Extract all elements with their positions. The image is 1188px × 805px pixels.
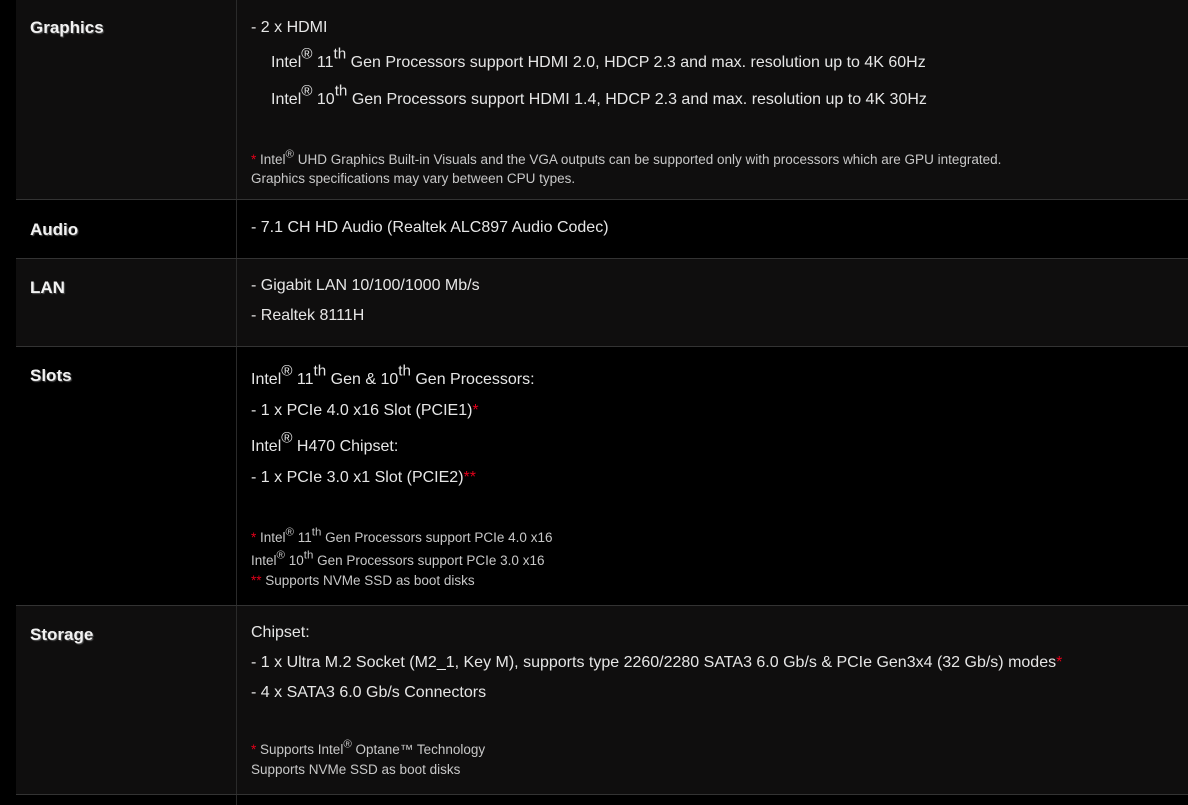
spec-line: - Realtek 8111H bbox=[251, 307, 365, 324]
spec-footnote: Supports NVMe SSD as boot disks bbox=[251, 762, 461, 777]
spec-line: - Gigabit LAN 10/100/1000 Mb/s bbox=[251, 277, 480, 294]
spec-footnote: Graphics specifications may vary between CPU types. bbox=[251, 171, 576, 186]
spec-label-storage: Storage bbox=[30, 625, 94, 644]
spec-label-slots: Slots bbox=[30, 366, 72, 385]
spec-row-storage bbox=[16, 606, 1188, 795]
spec-label-cell bbox=[16, 259, 237, 346]
spec-line: - 2 x HDMI bbox=[251, 19, 328, 36]
spec-line: - 4 x SATA3 6.0 Gb/s Connectors bbox=[251, 684, 487, 701]
spec-footnote: Intel® 10th Gen Processors support PCIe 3.0 x16 bbox=[251, 549, 545, 568]
spec-line: Intel® 11th Gen Processors support HDMI 2.0, HDCP 2.3 and max. resolution up to 4K 60Hz bbox=[271, 45, 926, 71]
spec-footnote: * Intel® 11th Gen Processors support PCIe 4.0 x16 bbox=[251, 526, 553, 545]
spec-label-cell bbox=[16, 606, 237, 794]
spec-line: Chipset: bbox=[251, 624, 310, 641]
spec-line: Intel® 10th Gen Processors support HDMI 1.4, HDCP 2.3 and max. resolution up to 4K 30Hz bbox=[271, 82, 927, 108]
spec-line: - 7.1 CH HD Audio (Realtek ALC897 Audio Codec) bbox=[251, 219, 609, 236]
spec-label-cell bbox=[16, 200, 237, 258]
spec-row-next bbox=[16, 795, 1188, 805]
spec-line: - 1 x PCIe 3.0 x1 Slot (PCIE2)** bbox=[251, 469, 476, 486]
spec-row-graphics bbox=[16, 0, 1188, 200]
spec-row-slots bbox=[16, 347, 1188, 606]
spec-label-cell bbox=[16, 0, 237, 199]
spec-row-lan bbox=[16, 259, 1188, 347]
spec-footnote: * Supports Intel® Optane™ Technology bbox=[251, 738, 486, 757]
spec-label-cell bbox=[16, 795, 237, 805]
spec-footnote: ** Supports NVMe SSD as boot disks bbox=[251, 573, 475, 588]
spec-line: Intel® 11th Gen & 10th Gen Processors: bbox=[251, 362, 535, 388]
spec-label-lan: LAN bbox=[30, 278, 65, 297]
spec-line: - 1 x Ultra M.2 Socket (M2_1, Key M), supports type 2260/2280 SATA3 6.0 Gb/s & PCIe Gen3x4 (32 Gb/s) modes* bbox=[251, 654, 1063, 671]
spec-label-audio: Audio bbox=[30, 220, 79, 239]
spec-table bbox=[16, 0, 1188, 805]
spec-label-cell bbox=[16, 347, 237, 605]
spec-label-graphics: Graphics bbox=[30, 18, 104, 37]
spec-row-audio bbox=[16, 200, 1188, 259]
spec-footnote: * Intel® UHD Graphics Built-in Visuals and the VGA outputs can be supported only with processors which are GPU integrated. bbox=[251, 148, 1002, 167]
spec-line: Intel® H470 Chipset: bbox=[251, 429, 399, 455]
spec-line: - 1 x PCIe 4.0 x16 Slot (PCIE1)* bbox=[251, 402, 479, 419]
